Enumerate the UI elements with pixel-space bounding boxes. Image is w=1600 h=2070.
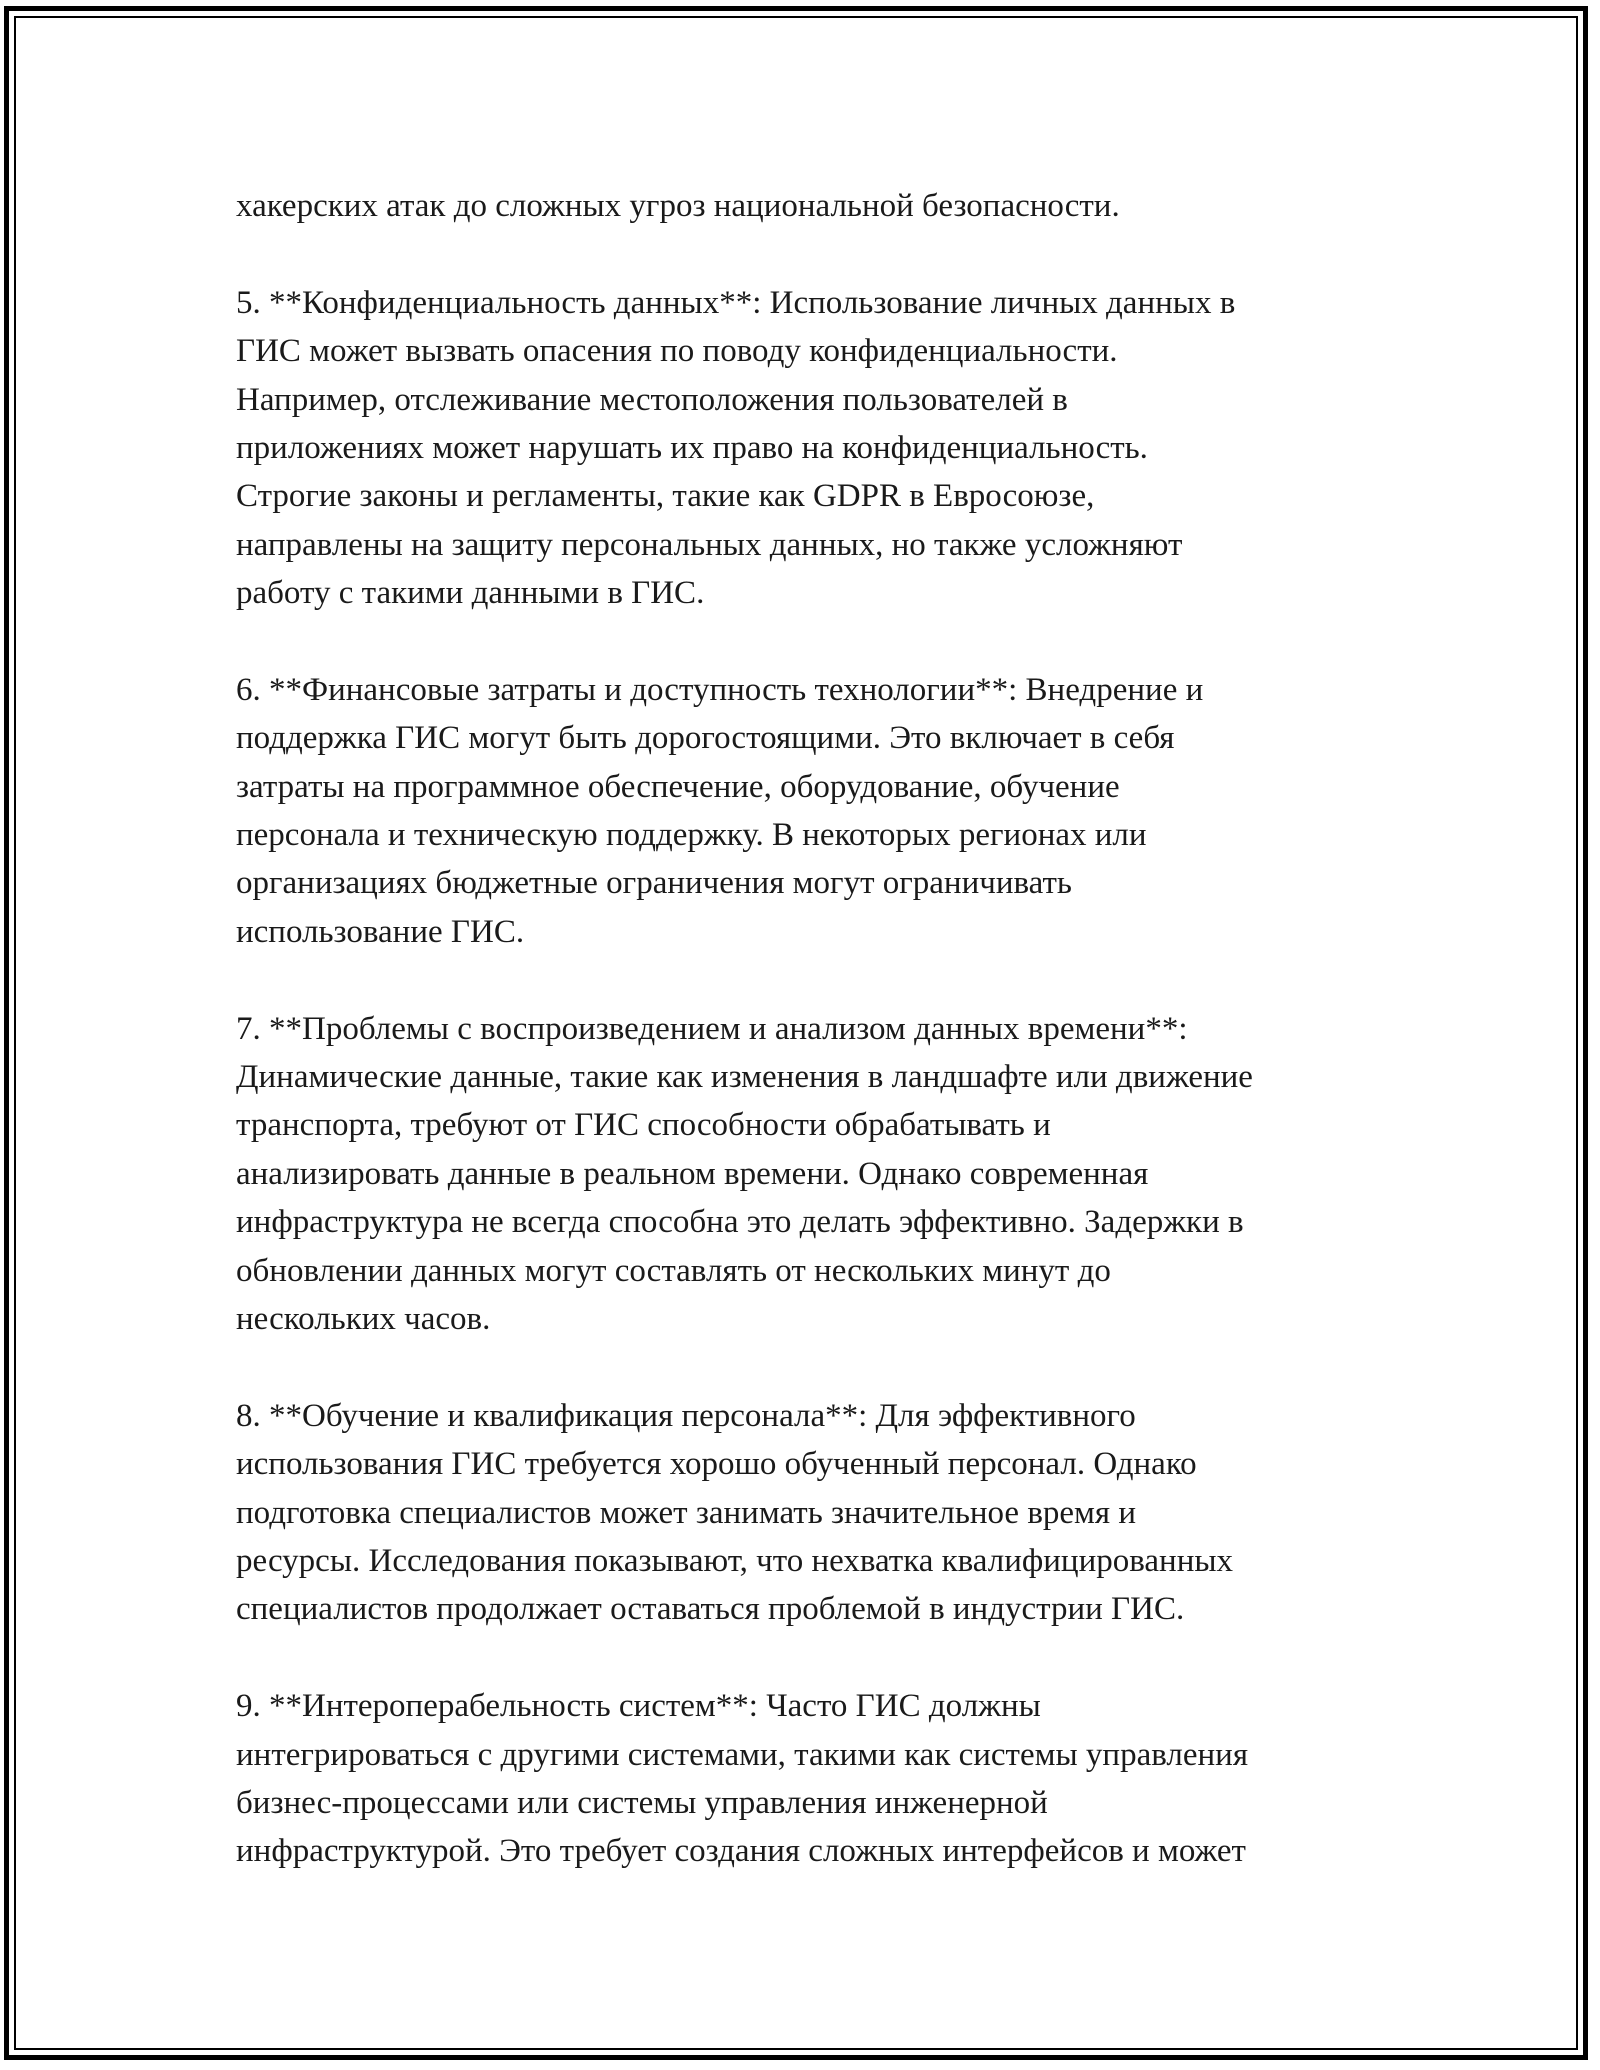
paragraph-item-7 — [236, 1005, 1406, 1344]
paragraph-item-5 — [236, 279, 1406, 618]
text-line: анализировать данные в реальном времени. Однако современная — [236, 1155, 1149, 1192]
document-body — [236, 182, 1406, 1876]
text-line: затраты на программное обеспечение, оборудование, обучение — [236, 768, 1120, 805]
text-line: Например, отслеживание местоположения пользователей в — [236, 381, 1068, 418]
text-line: использования ГИС требуется хорошо обученный персонал. Однако — [236, 1446, 1197, 1483]
text-line: использование ГИС. — [236, 913, 525, 950]
text-line: бизнес-процессами или системы управления инженерной — [236, 1784, 1048, 1821]
paragraph-gap — [236, 1634, 1406, 1682]
text-line: персонала и техническую поддержку. В некоторых регионах или — [236, 817, 1147, 854]
text-line: Строгие законы и регламенты, такие как GDPR в Евросоюзе, — [236, 478, 1095, 515]
text-line: ресурсы. Исследования показывают, что нехватка квалифицированных — [236, 1542, 1234, 1579]
text-line: интегрироваться с другими системами, такими как системы управления — [236, 1736, 1248, 1773]
text-line: Динамические данные, такие как изменения в ландшафте или движение — [236, 1059, 1253, 1096]
text-line: специалистов продолжает оставаться проблемой в индустрии ГИС. — [236, 1591, 1185, 1628]
text-line: направлены на защиту персональных данных, но также усложняют — [236, 526, 1183, 563]
text-line: поддержка ГИС могут быть дорогостоящими. Это включает в себя — [236, 720, 1175, 757]
text-line: ГИС может вызвать опасения по поводу конфиденциальности. — [236, 333, 1118, 370]
text-line: работу с такими данными в ГИС. — [236, 575, 705, 612]
text-line: транспорта, требуют от ГИС способности обрабатывать и — [236, 1107, 1051, 1144]
text-line: инфраструктурой. Это требует создания сложных интерфейсов и может — [236, 1833, 1246, 1870]
text-line: приложениях может нарушать их право на конфиденциальность. — [236, 429, 1148, 466]
text-line: хакерских атак до сложных угроз национальной безопасности. — [236, 188, 1120, 224]
text-line: 9. **Интероперабельность систем**: Часто ГИС должны — [236, 1688, 1041, 1725]
paragraph-gap — [236, 956, 1406, 1004]
paragraph-item-9 — [236, 1682, 1406, 1876]
paragraph-continuation — [236, 182, 1406, 230]
paragraph-gap — [236, 618, 1406, 666]
text-line: организациях бюджетные ограничения могут ограничивать — [236, 865, 1072, 902]
text-line: 6. **Финансовые затраты и доступность технологии**: Внедрение и — [236, 671, 1204, 708]
paragraph-gap — [236, 230, 1406, 278]
text-line: 7. **Проблемы с воспроизведением и анализом данных времени**: — [236, 1010, 1188, 1047]
paragraph-item-8 — [236, 1392, 1406, 1634]
paragraph-gap — [236, 1343, 1406, 1391]
paragraph-item-6 — [236, 666, 1406, 956]
text-line: нескольких часов. — [236, 1300, 491, 1337]
text-line: подготовка специалистов может занимать значительное время и — [236, 1494, 1137, 1531]
text-line: 5. **Конфиденциальность данных**: Использование личных данных в — [236, 284, 1236, 321]
text-line: инфраструктура не всегда способна это делать эффективно. Задержки в — [236, 1204, 1244, 1241]
text-line: 8. **Обучение и квалификация персонала**: Для эффективного — [236, 1397, 1136, 1434]
text-line: обновлении данных могут составлять от нескольких минут до — [236, 1252, 1111, 1289]
